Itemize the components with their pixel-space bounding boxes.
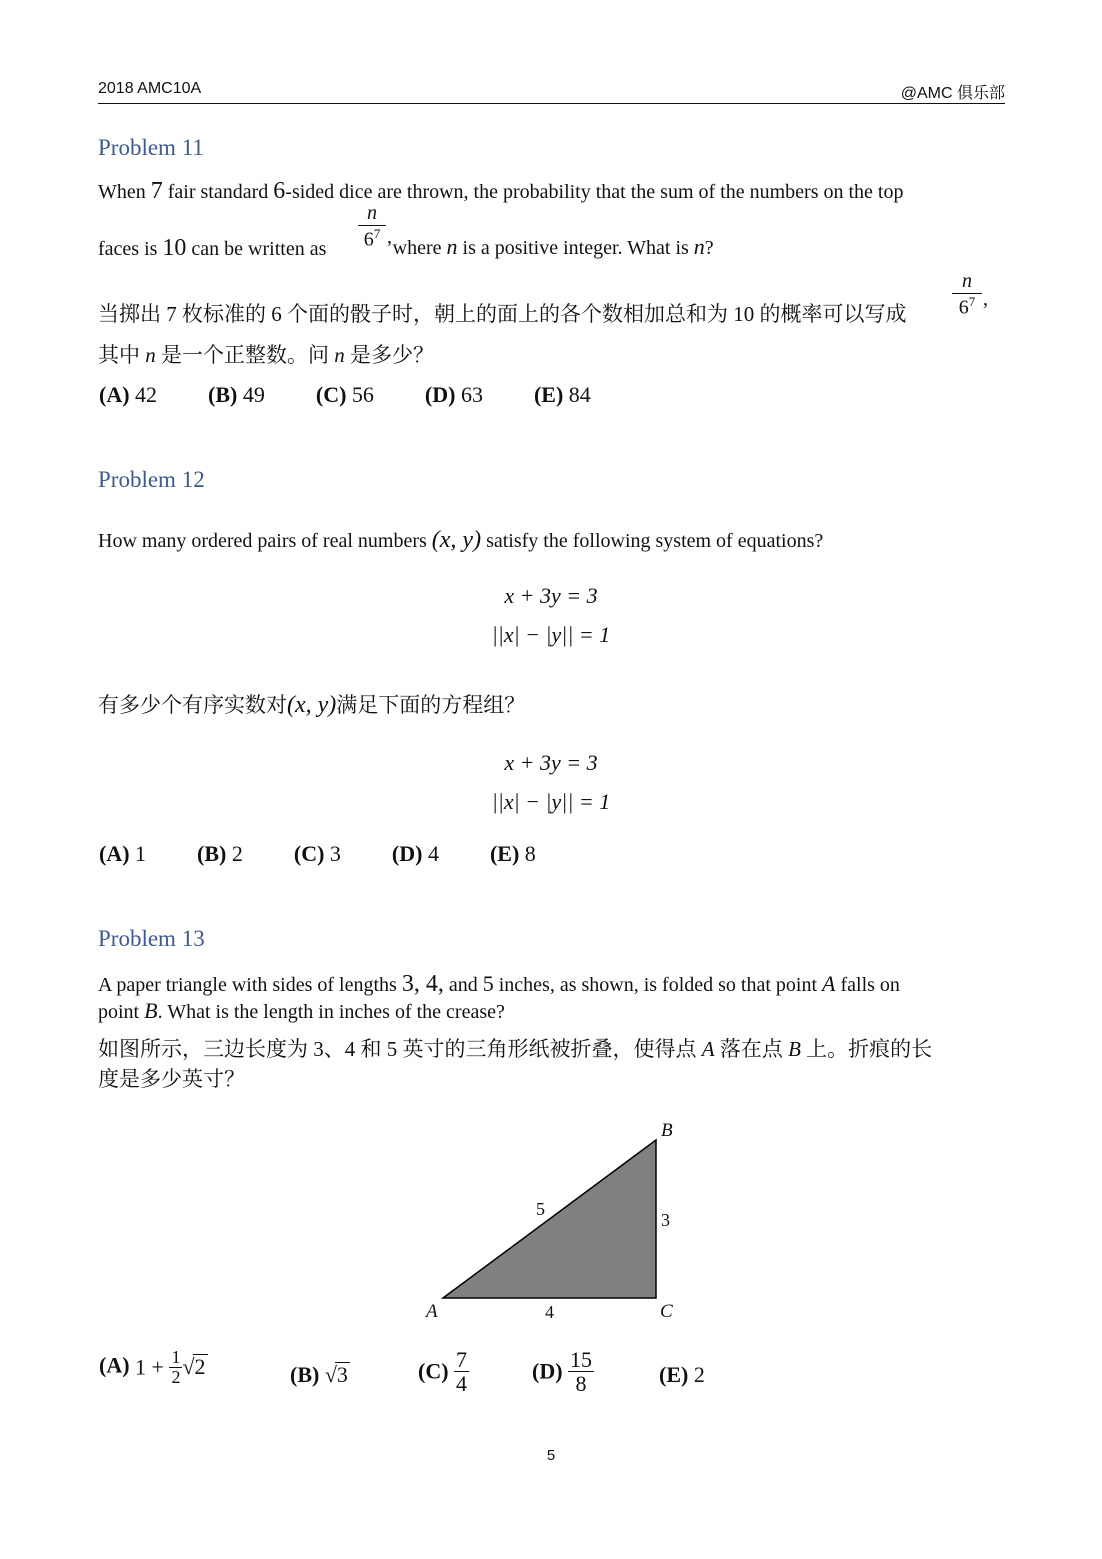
- p13-choice-c: (C) $\frac{7}{4}$: [418, 1347, 468, 1397]
- p12-choice-e: (E) 8: [489, 841, 536, 866]
- p12-choice-a: (A) 1: [99, 841, 147, 866]
- p11-en-line2-left: faces is 10 can be written as: [98, 235, 327, 261]
- p11-en-line2-right: ’where n is a positive integer. What is n?: [386, 234, 714, 259]
- p11-cn-line2: 其中 n 是一个正整数。问 n 是多少？: [98, 343, 434, 367]
- triangle-shape: [443, 1140, 656, 1298]
- side-bc-length: 3: [661, 1210, 670, 1230]
- label-b: B: [661, 1120, 673, 1141]
- p13-choice-b: (B) √3: [290, 1362, 348, 1387]
- p13-choice-e: (E) 2: [659, 1362, 705, 1387]
- p11-choices: [99, 382, 591, 408]
- p13-choice-d: (D) $\frac{15}{8}$: [532, 1347, 593, 1397]
- page-number: 5: [546, 1447, 556, 1464]
- p12-choice-c: (C) 3: [293, 841, 341, 866]
- p11-choice-e: (E) 84: [533, 382, 591, 407]
- p13-cn-line2: 度是多少英寸？: [98, 1067, 245, 1091]
- label-a: A: [426, 1301, 438, 1322]
- p13-en-line1: A paper triangle with sides of lengths 3, 4, and 5 inches, as shown, is folded so that point A falls on: [98, 971, 900, 997]
- p11-choice-b: (B) 49: [208, 382, 265, 407]
- p12-en-question: How many ordered pairs of real numbers (x, y) satisfy the following system of equations?: [98, 527, 824, 553]
- p12-choices: [99, 841, 536, 867]
- p12-choice-d: (D) 4: [391, 841, 439, 866]
- p13-en-line2: point B. What is the length in inches of the crease?: [98, 998, 505, 1023]
- p12-equation-2: ||x| − |y|| = 1: [491, 622, 611, 647]
- p11-cn-line1: 当掷出 7 枚标准的 6 个面的骰子时，朝上的面上的各个数相加总和为 10 的概率可以写成: [98, 302, 907, 326]
- side-ab-length: 5: [536, 1199, 545, 1219]
- p12-equation-3: x + 3y = 3: [504, 750, 598, 775]
- p13-cn-line1: 如图所示，三边长度为 3、4 和 5 英寸的三角形纸被折叠，使得点 A 落在点 B 上。折痕的长: [98, 1037, 933, 1061]
- p11-cn-comma: ’: [982, 299, 989, 321]
- side-ac-length: 4: [545, 1302, 554, 1322]
- problem-11-title: Problem 11: [98, 135, 204, 160]
- problem-13-title: Problem 13: [98, 926, 205, 951]
- header-rule: [98, 103, 1005, 104]
- header-right: @AMC 俱乐部: [900, 85, 1005, 102]
- p12-cn-question: 有多少个有序实数对(x, y)满足下面的方程组？: [98, 692, 526, 718]
- problem-12-title: Problem 12: [98, 467, 205, 492]
- p11-en-line1: When 7 fair standard 6-sided dice are thrown, the probability that the sum of the numbers on the top: [98, 178, 904, 204]
- p12-choice-b: (B) 2: [197, 841, 243, 866]
- p11-en-fraction: n $6^7$: [358, 202, 386, 252]
- header-left: 2018 AMC10A: [98, 80, 202, 97]
- p11-choice-c: (C) 56: [315, 382, 374, 407]
- p11-choice-d: (D) 63: [424, 382, 483, 407]
- p12-equation-1: x + 3y = 3: [504, 583, 598, 608]
- p11-cn-fraction: n $6^7$: [952, 270, 982, 320]
- p11-choice-a: (A) 42: [99, 382, 158, 407]
- p13-triangle-figure: [400, 1110, 720, 1330]
- p12-equation-4: ||x| − |y|| = 1: [491, 789, 611, 814]
- label-c: C: [660, 1301, 673, 1322]
- p13-choice-a: (A) 1 + $\frac{1}{2}$ √2: [99, 1347, 206, 1387]
